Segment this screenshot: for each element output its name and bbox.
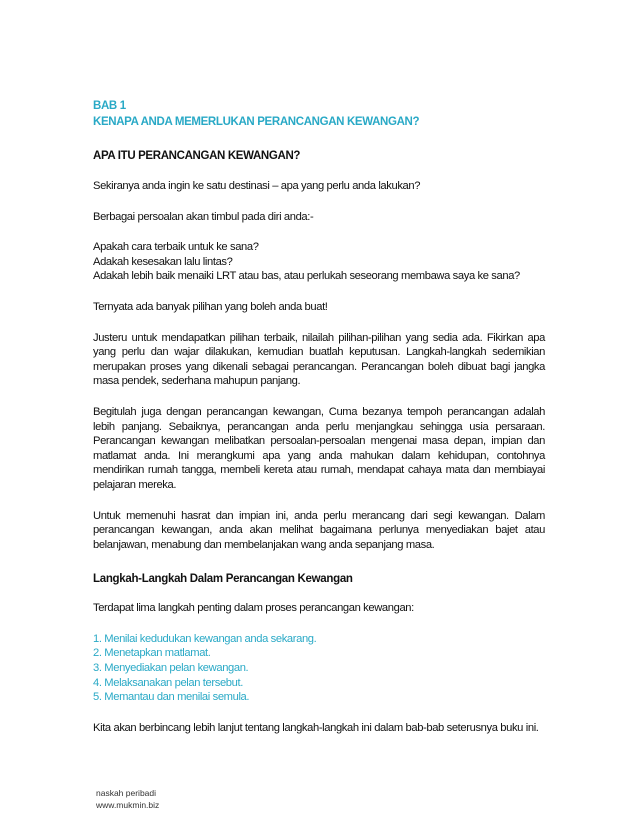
steps-heading: Langkah-Langkah Dalam Perancangan Kewangan [93,573,353,586]
chapter-label: BAB 1 [93,100,126,112]
step-item: 5. Memantau dan menilai semula. [93,691,250,704]
footer [96,787,159,811]
step-item: 3. Menyediakan pelan kewangan. [93,662,249,675]
footer-line: naskah peribadi [96,788,157,798]
chapter-title: KENAPA ANDA MEMERLUKAN PERANCANGAN KEWANGAN? [93,116,420,128]
chapter-heading [93,98,545,130]
step-item: 2. Menetapkan matlamat. [93,647,211,660]
closing-line: Kita akan berbincang lebih lanjut tentang langkah-langkah ini dalam bab-bab seterusnya buku ini. [93,721,539,734]
document-body [93,98,545,735]
step-item: 4. Melaksanakan pelan tersebut. [93,676,243,689]
steps-list [93,632,545,705]
step-item: 1. Menilai kedudukan kewangan anda sekarang. [93,632,317,645]
question-list [93,240,545,284]
question-item: Adakah kesesakan lalu lintas? [93,255,233,268]
question-item: Adakah lebih baik menaiki LRT atau bas, atau perlukah seseorang membawa saya ke sana? [93,270,520,283]
steps-intro: Terdapat lima langkah penting dalam proses perancangan kewangan: [93,602,414,615]
paragraph-goals: Untuk memenuhi hasrat dan impian ini, anda perlu merancang dari segi kewangan. Dalam perancangan kewangan, anda akan melihat bagaimana perlunya menyediakan bajet atau belanjawan, menabung dan membelanjakan wang anda sepanjang masa. [93,509,545,551]
section-heading: APA ITU PERANCANGAN KEWANGAN? [93,150,301,162]
paragraph-financial-planning: Begitulah juga dengan perancangan kewangan, Cuma bezanya tempoh perancangan adalah lebih panjang. Sebaiknya, perancangan anda perlu menjangkau sehingga usia persaraan. Perancangan kewangan melibatkan persoalan-persoalan mengenai masa depan, impian dan matlamat anda. Ini merangkumi apa yang anda mahukan dalam kehidupan, contohnya mendirikan rumah tangga, membeli kereta atau rumah, mendapat cahaya mata dan membiayai pelajaran mereka. [93,405,545,491]
issues-intro: Berbagai persoalan akan timbul pada diri anda:- [93,210,314,223]
intro-question: Sekiranya anda ingin ke satu destinasi – apa yang perlu anda lakukan? [93,180,421,192]
footer-website: www.mukmin.biz [96,800,160,810]
paragraph-planning: Justeru untuk mendapatkan pilihan terbaik, nilailah pilihan-pilihan yang sedia ada. Fikirkan apa yang perlu dan wajar dilakukan, kemudian buatlah keputusan. Langkah-langkah sedemikian merupakan proses yang dikenali sebagai perancangan. Perancangan boleh dibuat bagi jangka masa pendek, sederhana mahupun panjang. [93,331,545,388]
question-item: Apakah cara terbaik untuk ke sana? [93,241,259,254]
choices-line: Ternyata ada banyak pilihan yang boleh anda buat! [93,300,328,313]
